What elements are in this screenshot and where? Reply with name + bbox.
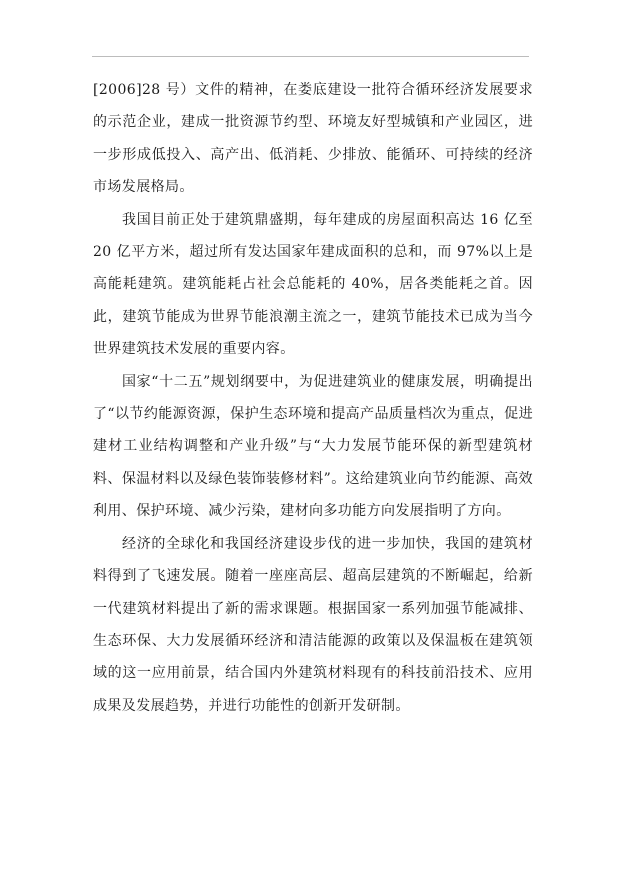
paragraph-building-energy: 我国目前正处于建筑鼎盛期，每年建成的房屋面积高达 16 亿至 20 亿平方米，超过所有发达国家年建成面积的总和，而 97%以上是高能耗建筑。建筑能耗占社会总能耗的 40%，居各类能耗之首。因此，建筑节能成为世界节能浪潮主流之一，建筑节能技术已成为当今世界建筑技术发展的重要内容。: [93, 211, 533, 358]
body-text: [93, 74, 533, 722]
paragraph-continuation: [2006]28 号）文件的精神，在娄底建设一批符合循环经济发展要求的示范企业，建成一批资源节约型、环境友好型城镇和产业园区，进一步形成低投入、高产出、低消耗、少排放、能循环、可持续的经济市场发展格局。: [93, 82, 533, 196]
paragraph-five-year-plan: 国家“十二五”规划纲要中，为促进建筑业的健康发展，明确提出了“以节约能源资源，保护生态环境和提高产品质量档次为重点，促进建材工业结构调整和产业升级”与“大力发展节能环保的新型建筑材料、保温材料以及绿色装饰装修材料”。这给建筑业向节约能源、高效利用、保护环境、减少污染，建材向多功能方向发展指明了方向。: [93, 373, 533, 520]
paragraph-economic-globalization: 经济的全球化和我国经济建设步伐的进一步加快，我国的建筑材料得到了飞速发展。随着一座座高层、超高层建筑的不断崛起，给新一代建筑材料提出了新的需求课题。根据国家一系列加强节能减排、生态环保、大力发展循环经济和清洁能源的政策以及保温板在建筑领域的这一应用前景，结合国内外建筑材料现有的科技前沿技术、应用成果及发展趋势，并进行功能性的创新开发研制。: [93, 535, 533, 714]
header-rule: [92, 56, 529, 57]
